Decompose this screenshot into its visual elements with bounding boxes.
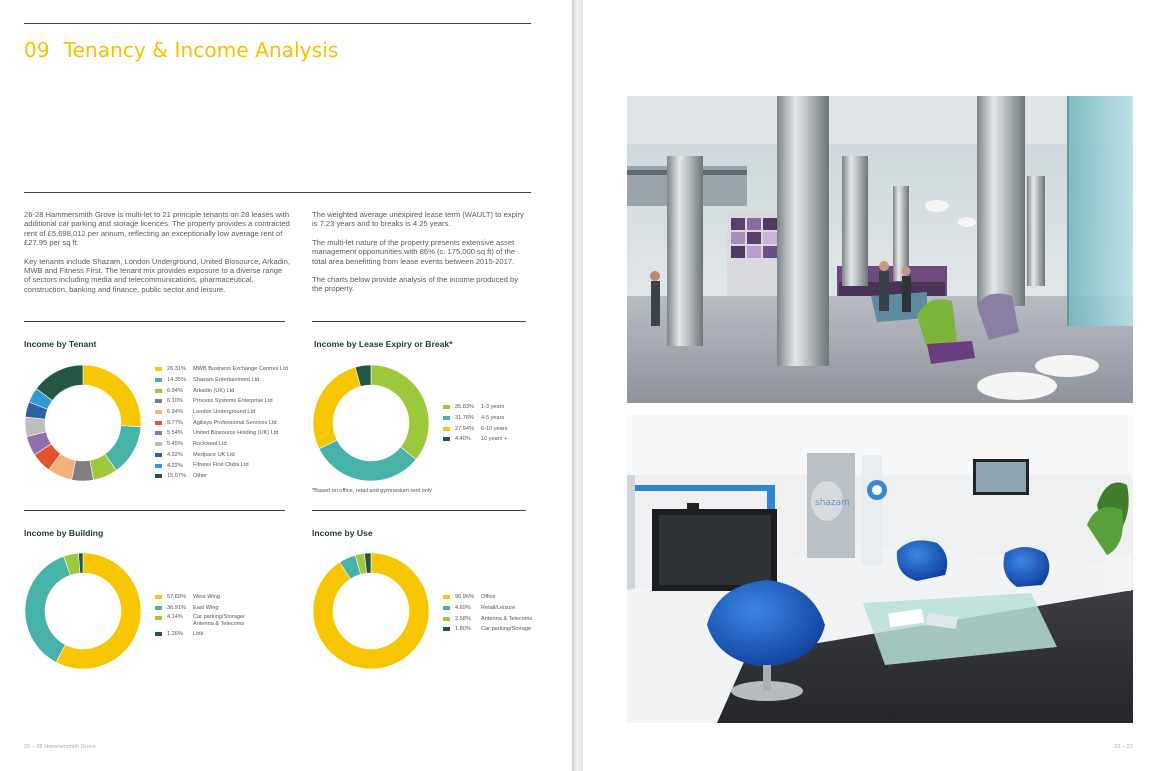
legend-item — [155, 628, 245, 639]
chart-rule-tenant — [24, 321, 285, 322]
legend-percent: 5.54% — [167, 430, 183, 437]
legend-percent: 2.58% — [455, 615, 471, 622]
right-page — [583, 0, 1157, 771]
legend-swatch — [155, 399, 162, 403]
legend-percent: 6.10% — [167, 398, 183, 405]
donut-chart-use — [312, 552, 430, 670]
legend-swatch — [443, 595, 450, 599]
legend-label: 10 years + — [481, 436, 508, 443]
chart-title-use: Income by Use — [312, 528, 373, 538]
legend-item — [443, 613, 532, 624]
legend-label: Office — [481, 594, 496, 601]
chart-title-tenant: Income by Tenant — [24, 339, 97, 349]
photo-reception-atrium — [627, 96, 1133, 403]
legend-item — [443, 402, 507, 413]
donut-chart-tenant — [24, 364, 142, 482]
legend-label: Fitness First Clubs Ltd — [193, 462, 249, 469]
legend-label: Process Systems Enterprise Ltd — [193, 398, 273, 405]
legend-item — [155, 375, 288, 386]
legend-item — [155, 417, 288, 428]
legend-label: Car parking/Storage — [481, 626, 532, 633]
legend-swatch — [155, 632, 162, 636]
legend-percent: 4.32% — [167, 451, 183, 458]
legend-label: Link — [193, 630, 204, 637]
legend-percent: 15.07% — [167, 473, 186, 480]
legend-swatch — [155, 474, 162, 478]
legend-percent: 4.22% — [167, 462, 183, 469]
legend-percent: 90.96% — [455, 594, 474, 601]
legend-label: 6-10 years — [481, 425, 508, 432]
legend-swatch — [155, 367, 162, 371]
section-title: Tenancy & Income Analysis — [63, 38, 339, 62]
legend-item — [155, 450, 288, 461]
intro-right-text — [312, 210, 530, 303]
donut-segment — [25, 556, 70, 662]
legend-item — [155, 385, 288, 396]
legend-label: Shazam Entertainment Ltd — [193, 376, 260, 383]
legend-swatch — [155, 453, 162, 457]
intro-right-paragraph: The charts below provide analysis of the income produced by the property. — [312, 275, 518, 294]
photo-reception-lounge — [627, 415, 1133, 723]
left-page — [0, 0, 572, 771]
legend-use — [443, 592, 532, 635]
legend-percent: 26.31% — [167, 366, 186, 373]
legend-tenant — [155, 364, 288, 482]
legend-percent: 27.94% — [455, 425, 474, 432]
legend-label: United Biosource Holding (UK) Ltd — [193, 430, 279, 437]
legend-item — [443, 624, 532, 635]
legend-building — [155, 592, 245, 639]
legend-label: West Wing — [193, 594, 220, 601]
chart-rule-use — [312, 510, 526, 511]
legend-label: Retail/Leisure — [481, 604, 516, 611]
legend-swatch — [155, 464, 162, 468]
legend-swatch — [443, 617, 450, 621]
section-number: 09 — [24, 38, 50, 62]
legend-percent: 35.83% — [455, 404, 474, 411]
legend-item — [443, 423, 507, 434]
legend-swatch — [155, 606, 162, 610]
book-gutter — [572, 0, 583, 771]
chart-rule-expiry — [312, 321, 526, 322]
legend-percent: 4.69% — [455, 605, 471, 612]
legend-item — [155, 613, 245, 628]
chart-rule-building — [24, 510, 285, 511]
legend-item — [443, 592, 532, 603]
legend-swatch — [443, 437, 450, 441]
chart-title-building: Income by Building — [24, 528, 104, 538]
legend-percent: 6.94% — [167, 387, 183, 394]
chart-title-lease-expiry: Income by Lease Expiry or Break* — [314, 339, 453, 349]
legend-label: 1-3 years — [481, 404, 505, 411]
legend-swatch — [155, 616, 162, 620]
legend-swatch — [443, 606, 450, 610]
intro-left-paragraph: 26-28 Hammersmith Grove is multi-let to 21 principle tenants on 28 leases with additional car parking and storage licences. The property provides a contracted rent of £5,698,012 per annum, reflecting an exceptionally low average rent of £27.95 per sq ft. — [24, 210, 290, 248]
legend-item — [443, 413, 507, 424]
legend-label: Medpace UK Ltd — [193, 451, 235, 458]
legend-item — [155, 592, 245, 603]
donut-segment — [313, 367, 361, 449]
legend-percent: 57.69% — [167, 594, 186, 601]
intro-right-paragraph: The multi-let nature of the property presents extensive asset management opportunities with 86% (c. 175,000 sq ft) of the total area benefitting from lease events between 2015-2017. — [312, 237, 516, 266]
donut-chart-lease-expiry — [312, 364, 430, 482]
intro-right-paragraph: The weighted average unexpired lease term (WAULT) to expiry is 7.23 years and to breaks is 4.25 years. — [312, 210, 524, 229]
legend-label: London Underground Ltd — [193, 408, 256, 415]
donut-chart-building — [24, 552, 142, 670]
legend-percent: 5.45% — [167, 441, 183, 448]
legend-item — [155, 407, 288, 418]
legend-item — [155, 603, 245, 614]
legend-swatch — [443, 427, 450, 431]
legend-item — [155, 460, 288, 471]
chart-footnote: *Based on office, retail and gymnasium rent only — [312, 488, 432, 494]
top-rule — [24, 23, 531, 24]
legend-swatch — [155, 595, 162, 599]
legend-swatch — [155, 389, 162, 393]
intro-rule — [24, 192, 531, 193]
legend-item — [443, 603, 532, 614]
legend-label: Rockwool Ltd — [193, 440, 227, 447]
legend-label: 4-5 years — [481, 414, 505, 421]
legend-percent: 4.40% — [455, 436, 471, 443]
legend-swatch — [443, 416, 450, 420]
legend-swatch — [155, 378, 162, 382]
legend-percent: 1.26% — [167, 630, 183, 637]
legend-swatch — [443, 627, 450, 631]
legend-percent: 36.91% — [167, 605, 186, 612]
intro-left-paragraph: Key tenants include Shazam, London Underground, United Biosource, Arkadin, MWB and Fitness First. The tenant mix provides exposure to a diverse range of sectors including media and telecommunications, pharmaceutical, construction, banking and finance, public sector and leisure. — [24, 256, 290, 294]
legend-label: East Wing — [193, 604, 219, 611]
legend-percent: 1.80% — [455, 626, 471, 633]
legend-percent: 31.76% — [455, 415, 474, 422]
legend-label: Arkadin (UK) Ltd — [193, 387, 235, 394]
donut-segment — [83, 365, 141, 427]
legend-swatch — [155, 421, 162, 425]
wall-sign-text: shazam — [815, 498, 850, 508]
legend-item — [155, 396, 288, 407]
legend-item — [155, 471, 288, 482]
legend-item — [155, 364, 288, 375]
legend-percent: 5.77% — [167, 419, 183, 426]
donut-segment — [371, 365, 429, 460]
legend-percent: 14.35% — [167, 377, 186, 384]
legend-item — [155, 439, 288, 450]
intro-left-text — [24, 210, 290, 303]
legend-label: MWB Business Exchange Centres Ltd — [193, 366, 288, 373]
legend-swatch — [155, 410, 162, 414]
legend-swatch — [155, 442, 162, 446]
legend-item — [155, 428, 288, 439]
legend-label: Car parking/Storage/ Antenna & Telecoms — [193, 614, 245, 627]
legend-label: Agilisys Professional Services Ltd — [193, 419, 277, 426]
legend-percent: 6.94% — [167, 409, 183, 416]
section-heading — [24, 38, 338, 62]
legend-label: Other — [193, 473, 207, 480]
legend-percent: 4.14% — [167, 614, 183, 621]
legend-lease-expiry — [443, 402, 507, 445]
legend-label: Antenna & Telecoms — [481, 615, 533, 622]
legend-item — [443, 434, 507, 445]
legend-swatch — [155, 431, 162, 435]
footer-property-name: 26 – 28 Hammersmith Grove — [24, 744, 96, 750]
footer-page-numbers: 22 – 23 — [1114, 744, 1133, 750]
legend-swatch — [443, 405, 450, 409]
